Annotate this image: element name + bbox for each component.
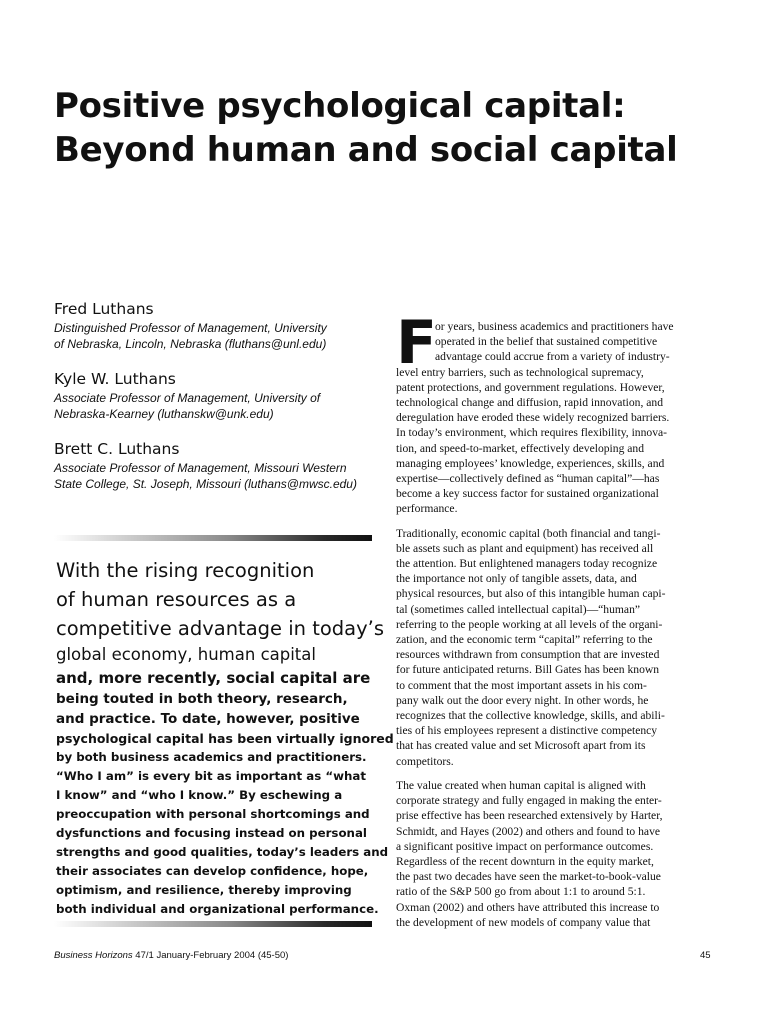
author-affiliation-line: Associate Professor of Management, Missouri Western	[54, 461, 347, 475]
pullquote-line: their associates can develop confidence, hope,	[56, 864, 369, 878]
body-line: performance.	[396, 502, 458, 516]
author-affiliation	[54, 460, 384, 492]
author-affiliation	[54, 390, 384, 422]
body-line: physical resources, but also of this intangible human capi-	[396, 587, 666, 601]
pullquote-line: strengths and good qualities, today’s leaders and	[56, 845, 389, 859]
body-paragraph	[396, 308, 714, 517]
body-line: deregulation have eroded these widely recognized barriers.	[396, 411, 670, 425]
drop-cap: F	[396, 308, 437, 378]
body-paragraph	[396, 778, 714, 930]
body-line: the attention. But enlightened managers today recognize	[396, 557, 658, 571]
body-line: Traditionally, economic capital (both financial and tangi-	[396, 526, 661, 540]
body-line: operated in the belief that sustained competitive	[435, 335, 658, 349]
pullquote-line: optimism, and resilience, thereby improving	[56, 883, 352, 897]
body-text-column	[396, 308, 714, 939]
body-line: technological change and diffusion, rapid innovation, and	[396, 396, 664, 410]
body-line: corporate strategy and fully engaged in making the enter-	[396, 794, 662, 808]
body-line: recognizes that the collective knowledge, skills, and abili-	[396, 709, 665, 723]
author-affiliation-line: Associate Professor of Management, University of	[54, 391, 321, 405]
body-line: zation, and the economic term “capital” referring to the	[396, 633, 653, 647]
author-block	[54, 438, 384, 492]
author-name: Kyle W. Luthans	[54, 370, 176, 388]
article-title-line-1: Positive psychological capital:	[54, 86, 626, 126]
author-affiliation-line: Nebraska-Kearney (luthanskw@unk.edu)	[54, 407, 274, 421]
pullquote	[56, 556, 394, 919]
body-line: ble assets such as plant and equipment) has received all	[396, 541, 654, 555]
pullquote-line: psychological capital has been virtually ignored	[56, 731, 394, 746]
body-line: managing employees’ knowledge, experiences, skills, and	[396, 456, 665, 470]
journal-name: Business Horizons	[54, 950, 133, 961]
body-line: tal (sometimes called intellectual capital)—“human”	[396, 602, 641, 616]
body-line: the importance not only of tangible assets, data, and	[396, 572, 637, 586]
author-affiliation	[54, 320, 384, 352]
body-line: that has created value and set Microsoft apart from its	[396, 739, 646, 753]
pullquote-top-rule	[54, 535, 372, 541]
body-line: ratio of the S&P 500 go from about 1:1 to around 5:1.	[396, 885, 646, 899]
pullquote-bottom-rule	[54, 921, 372, 927]
pullquote-line: both individual and organizational performance.	[56, 902, 379, 916]
body-line: the development of new models of company value that	[396, 915, 651, 929]
author-list	[54, 298, 384, 508]
body-line: tion, and speed-to-market, effectively developing and	[396, 441, 644, 455]
pullquote-line: being touted in both theory, research,	[56, 691, 348, 707]
body-line: ties of his employees represent a distinctive competency	[396, 724, 658, 738]
journal-citation	[54, 950, 288, 961]
body-line: level entry barriers, such as technological supremacy,	[396, 365, 644, 379]
body-line: to comment that the most important assets in his com-	[396, 678, 647, 692]
body-line: resources withdrawn from consumption that are invested	[396, 648, 660, 662]
author-affiliation-line: of Nebraska, Lincoln, Nebraska (fluthans@unl.edu)	[54, 337, 327, 351]
body-line: Oxman (2002) and others have attributed this increase to	[396, 900, 660, 914]
author-name: Fred Luthans	[54, 300, 154, 318]
pullquote-line: With the rising recognition	[56, 559, 315, 582]
author-affiliation-line: State College, St. Joseph, Missouri (luthans@mwsc.edu)	[54, 477, 357, 491]
body-line: a significant positive impact on performance outcomes.	[396, 839, 654, 853]
pullquote-line: preoccupation with personal shortcomings and	[56, 807, 370, 821]
body-paragraph	[396, 526, 714, 769]
pullquote-line: of human resources as a	[56, 588, 297, 611]
author-block	[54, 368, 384, 422]
pullquote-line: dysfunctions and focusing instead on personal	[56, 826, 367, 840]
body-line: competitors.	[396, 754, 454, 768]
author-affiliation-line: Distinguished Professor of Management, University	[54, 321, 327, 335]
body-line: Regardless of the recent downturn in the equity market,	[396, 854, 654, 868]
body-line: patent protections, and government regulations. However,	[396, 380, 665, 394]
body-line: become a key success factor for sustained organizational	[396, 487, 659, 501]
article-title	[54, 84, 744, 172]
article-title-line-2: Beyond human and social capital	[54, 130, 678, 170]
journal-issue: 47/1 January-February 2004 (45-50)	[132, 950, 289, 961]
body-line: the past two decades have seen the market-to-book-value	[396, 870, 661, 884]
body-line: advantage could accrue from a variety of industry-	[435, 350, 670, 364]
body-line: The value created when human capital is aligned with	[396, 778, 646, 792]
body-line: referring to the people working at all levels of the organi-	[396, 617, 663, 631]
pullquote-line: competitive advantage in today’s	[56, 617, 385, 640]
pullquote-line: “Who I am” is every bit as important as “what	[56, 769, 366, 783]
pullquote-line: by both business academics and practitioners.	[56, 750, 367, 764]
body-line: or years, business academics and practitioners have	[435, 320, 674, 333]
body-line: pany walk out the door every night. In other words, he	[396, 693, 649, 707]
author-block	[54, 298, 384, 352]
body-line: prise effective has been researched extensively by Harter,	[396, 809, 663, 823]
pullquote-line: I know” and “who I know.” By eschewing a	[56, 788, 343, 802]
pullquote-line: and, more recently, social capital are	[56, 669, 371, 687]
author-name: Brett C. Luthans	[54, 440, 180, 458]
body-line: In today’s environment, which requires flexibility, innova-	[396, 426, 667, 440]
pullquote-line: global economy, human capital	[56, 645, 316, 664]
body-line: expertise—collectively defined as “human capital”—has	[396, 472, 660, 486]
pullquote-line: and practice. To date, however, positive	[56, 711, 360, 727]
body-line: Schmidt, and Hayes (2002) and others and found to have	[396, 824, 661, 838]
body-line: for future anticipated returns. Bill Gates has been known	[396, 663, 660, 677]
page-number: 45	[700, 950, 711, 961]
